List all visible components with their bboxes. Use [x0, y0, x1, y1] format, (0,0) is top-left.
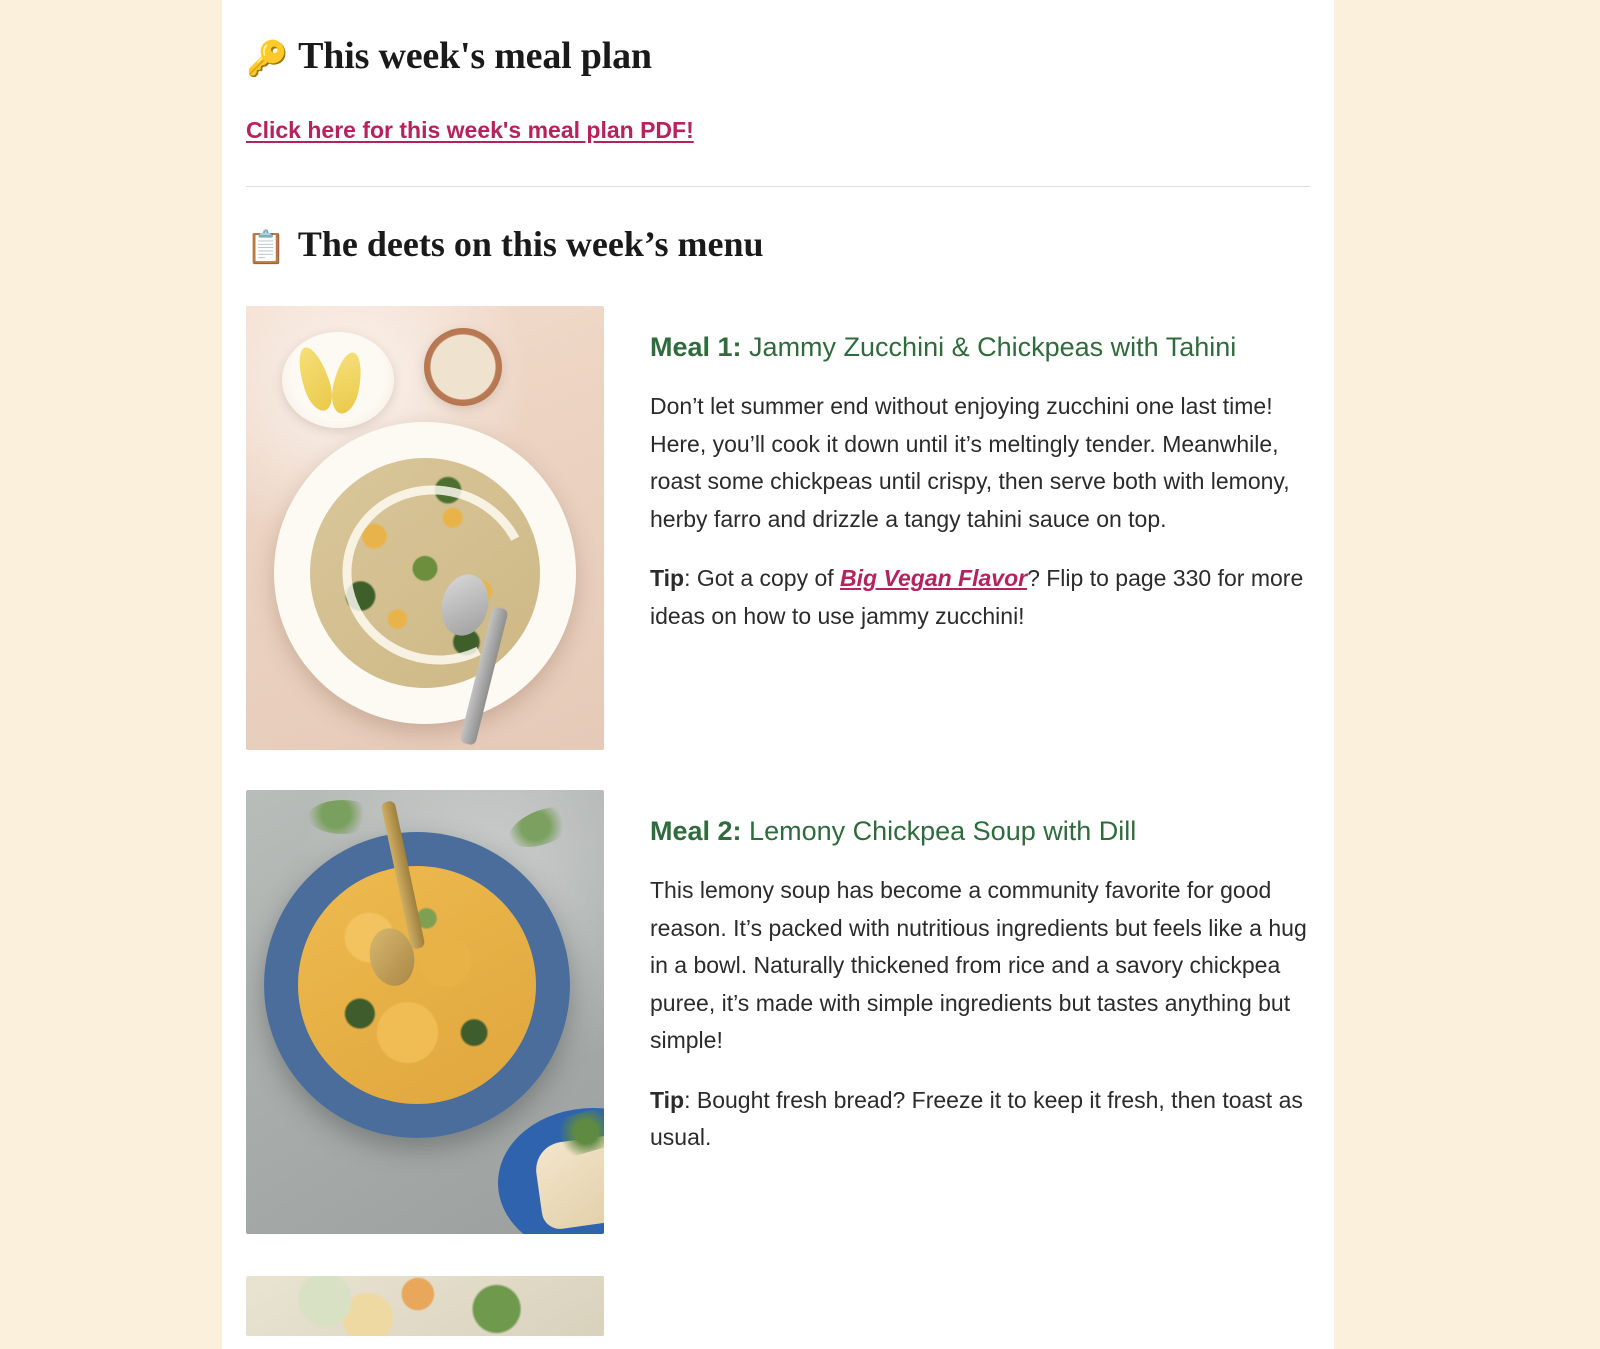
menu-section-title-text: The deets on this week’s menu	[297, 224, 764, 264]
meal-2-text	[650, 790, 1310, 1157]
page-title	[222, 0, 1334, 79]
meal-2-label: Meal 2:	[650, 816, 742, 846]
meal-2-photo	[246, 790, 604, 1234]
meal-3-photo	[246, 1276, 604, 1336]
meal-2-description: This lemony soup has become a community favorite for good reason. It’s packed with nutritious ingredients but feels like a hug in a bowl. Naturally thickened from rice and a savory chickpea puree, it’s made with simple ingredients but tastes anything but simple!	[650, 877, 1307, 1054]
meal-2-name: Lemony Chickpea Soup with Dill	[741, 816, 1137, 846]
meal-3-partial	[222, 1276, 1334, 1336]
dill-sprig-shape	[504, 799, 581, 855]
meal-card	[222, 306, 1334, 750]
meal-2-heading	[650, 812, 1310, 850]
meal-1-tip	[650, 560, 1310, 635]
meal-1-text	[650, 306, 1310, 635]
big-vegan-flavor-link[interactable]: Big Vegan Flavor	[840, 565, 1028, 592]
pdf-link-container	[222, 79, 1334, 144]
meal-1-photo	[246, 306, 604, 750]
meal-plan-pdf-link[interactable]: Click here for this week's meal plan PDF!	[246, 117, 694, 143]
menu-section-title	[222, 187, 1334, 266]
soup-surface-shape	[298, 866, 536, 1104]
meal-2-tip	[650, 1082, 1310, 1157]
clipboard-icon: 📋	[246, 228, 286, 266]
meal-2-tip-text: : Bought fresh bread? Freeze it to keep it fresh, then toast as usual.	[650, 1086, 1303, 1151]
dill-sprig-shape	[308, 800, 378, 834]
newsletter-sheet	[222, 0, 1334, 1349]
meal-1-tip-after: ? Flip to page 330 for more ideas on how to use jammy zucchini!	[650, 565, 1304, 629]
meal-2-tip-label: Tip	[650, 1086, 685, 1113]
key-icon: 🔑	[246, 39, 289, 79]
meal-1-heading	[650, 328, 1310, 366]
meal-1-tip-label: Tip	[650, 565, 685, 592]
meal-card	[222, 790, 1334, 1234]
meal-1-tip-before: : Got a copy of	[684, 565, 841, 592]
meal-1-name: Jammy Zucchini & Chickpeas with Tahini	[741, 332, 1237, 362]
meal-1-label: Meal 1:	[650, 332, 742, 362]
tahini-ramekin-shape	[424, 328, 502, 406]
page-title-text: This week's meal plan	[298, 35, 652, 77]
meal-1-description: Don’t let summer end without enjoying zucchini one last time! Here, you’ll cook it down until it’s meltingly tender. Meanwhile, roast some chickpeas until crispy, then serve both with lemony, herby farro and drizzle a tangy tahini sauce on top.	[650, 393, 1290, 532]
